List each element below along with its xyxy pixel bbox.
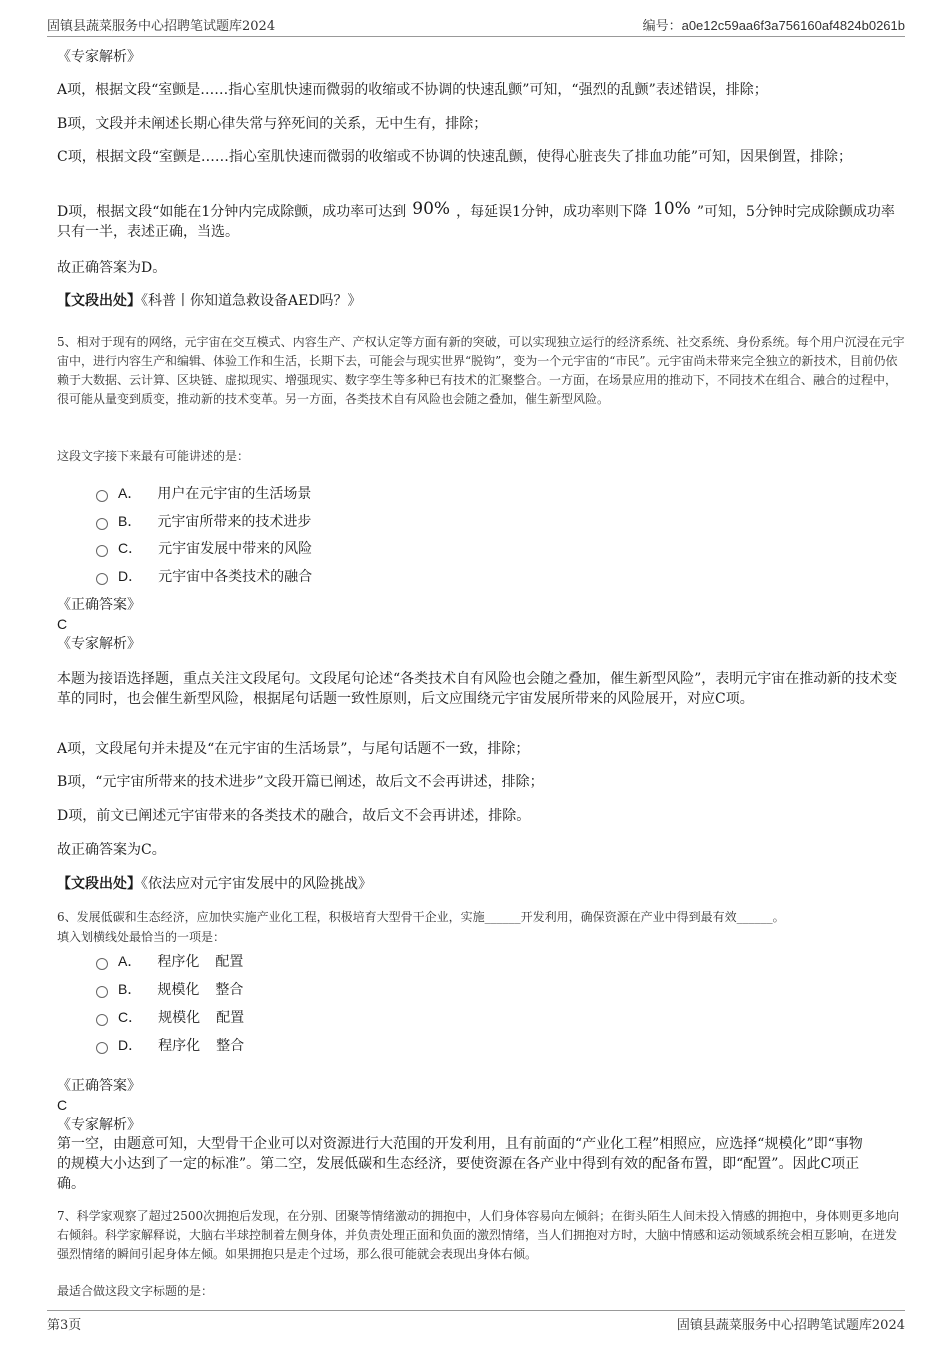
- q4-d-part3: ”可知，5分钟时完成除颤成功率只有一半，表述正确，当选。: [57, 204, 895, 240]
- q4-source: [57, 291, 905, 311]
- option-word-2: 整合: [215, 982, 244, 998]
- page-footer: [47, 1310, 905, 1335]
- page-header: [47, 12, 905, 37]
- q5-analysis-a: A项，文段尾句并未提及“在元宇宙的生活场景”，与尾句话题不一致，排除；: [57, 741, 530, 757]
- q5-option-a[interactable]: [96, 483, 311, 503]
- q4-analysis-c: C项，根据文段“室颤是……指心室肌快速而微弱的收缩或不协调的快速乱颤，使得心脏丧失了排血功能”可知，因果倒置，排除；: [57, 149, 853, 165]
- option-label: D．: [118, 568, 143, 584]
- radio-button[interactable]: [96, 1042, 108, 1054]
- option-word-1: 规模化: [157, 982, 200, 998]
- q5-analysis-b: B项，“元宇宙所带来的技术进步”文段开篇已阐述，故后文不会再讲述，排除；: [57, 774, 544, 790]
- q5-answer-heading: 《正确答案》: [57, 597, 141, 613]
- option-label: D．: [118, 1037, 143, 1053]
- option-text: 元宇宙中各类技术的融合: [158, 569, 313, 585]
- q6-analysis: 第一空，由题意可知，大型骨干企业可以对资源进行大范围的开发利用，且有前面的“产业化工程”相照应，应选择“规模化”即“事物的规模大小达到了一定的标准”。第二空，发展低碳和生态经济，要使资源在各产业中得到有效的配备布置，即“配置”。因此C项正确。: [57, 1136, 863, 1192]
- footer-title: 固镇县蔬菜服务中心招聘笔试题库2024: [676, 1317, 905, 1333]
- q4-analysis-d: [57, 199, 905, 242]
- q6-option-a[interactable]: [96, 951, 243, 971]
- radio-button[interactable]: [96, 573, 108, 585]
- q5-expert-heading: 《专家解析》: [57, 636, 141, 652]
- q5-source-title: 《依法应对元宇宙发展中的风险挑战》: [141, 876, 372, 892]
- radio-button[interactable]: [96, 490, 108, 502]
- q7-stem: 7、科学家观察了超过2500次拥抱后发现，在分别、团聚等情绪激动的拥抱中，人们身体容易向左倾斜；在街头陌生人间未投入情感的拥抱中，身体则更多地向右倾斜。科学家解释说，大脑右半球控制着左侧身体，并负责处理正面和负面的激烈情绪，当人们拥抱对方时，大脑中情感和运动领域系统会相互影响，在迸发强烈情绪的瞬间引起身体左倾。如果拥抱只是走个过场，那么很可能就会表现出身体右倾。: [57, 1209, 900, 1261]
- option-text: 用户在元宇宙的生活场景: [157, 486, 312, 502]
- option-text: 元宇宙所带来的技术进步: [157, 514, 312, 530]
- q5-option-c[interactable]: [96, 538, 312, 558]
- q6-answer: C: [57, 1097, 68, 1113]
- q5-answer: C: [57, 616, 68, 632]
- q4-conclusion: 故正确答案为D。: [57, 260, 167, 276]
- header-title: 固镇县蔬菜服务中心招聘笔试题库2024: [47, 19, 276, 34]
- q4-source-title: 《科普丨你知道急救设备AED吗？》: [141, 293, 362, 309]
- option-label: C．: [118, 540, 143, 556]
- q4-analysis-b: B项，文段并未阐述长期心律失常与猝死间的关系，无中生有，排除；: [57, 116, 488, 132]
- q6-option-b[interactable]: [96, 979, 243, 999]
- q5-source-label: 【文段出处】: [57, 876, 141, 892]
- option-word-2: 配置: [215, 954, 244, 970]
- option-word-1: 程序化: [158, 1038, 201, 1054]
- q5-question: 这段文字接下来最有可能讲述的是：: [57, 449, 250, 463]
- q6-answer-heading: 《正确答案》: [57, 1078, 141, 1094]
- option-word-2: 配置: [216, 1010, 245, 1026]
- q4-source-label: 【文段出处】: [57, 293, 141, 309]
- radio-button[interactable]: [96, 958, 108, 970]
- radio-button[interactable]: [96, 545, 108, 557]
- option-label: C．: [118, 1009, 143, 1025]
- option-label: A．: [118, 953, 142, 969]
- option-label: B．: [118, 981, 142, 997]
- radio-button[interactable]: [96, 518, 108, 530]
- q6-stem: 6、发展低碳和生态经济，应加快实施产业化工程，积极培育大型骨干企业，实施______开发利用，确保资源在产业中得到最有效______。: [57, 910, 785, 924]
- option-word-1: 程序化: [157, 954, 200, 970]
- q6-expert-heading: 《专家解析》: [57, 1117, 141, 1133]
- q4-analysis-a: A项，根据文段“室颤是……指心室肌快速而微弱的收缩或不协调的快速乱颤”可知，“强烈的乱颤”表述错误，排除；: [57, 82, 768, 98]
- q5-analysis: 本题为接语选择题，重点关注文段尾句。文段尾句论述“各类技术自有风险也会随之叠加，催生新型风险”，表明元宇宙在推动新的技术变革的同时，也会催生新型风险，根据尾句话题一致性原则，后文应围绕元宇宙发展所带来的风险展开，对应C项。: [57, 671, 898, 707]
- option-word-1: 规模化: [158, 1010, 201, 1026]
- q4-expert-heading: 《专家解析》: [57, 49, 141, 65]
- radio-button[interactable]: [96, 1014, 108, 1026]
- q7-question: 最适合做这段文字标题的是：: [57, 1284, 214, 1298]
- q6-question: 填入划横线处最恰当的一项是：: [57, 930, 226, 944]
- document-id: 编号：a0e12c59aa6f3a756160af4824b0261b: [642, 18, 905, 33]
- option-label: A．: [118, 485, 142, 501]
- q5-analysis-d: D项，前文已阐述元宇宙带来的各类技术的融合，故后文不会再讲述，排除。: [57, 808, 531, 824]
- q4-d-pct2: 10%: [653, 199, 691, 219]
- q5-option-b[interactable]: [96, 511, 311, 531]
- q4-d-part2: ，每延误1分钟，成功率则下降: [456, 204, 648, 220]
- q6-option-d[interactable]: [96, 1035, 244, 1055]
- option-text: 元宇宙发展中带来的风险: [158, 541, 313, 557]
- q5-option-d[interactable]: [96, 566, 312, 586]
- q5-conclusion: 故正确答案为C。: [57, 842, 166, 858]
- option-word-2: 整合: [216, 1038, 245, 1054]
- q5-source: [57, 874, 905, 894]
- radio-button[interactable]: [96, 986, 108, 998]
- q4-d-part1: D项，根据文段“如能在1分钟内完成除颤，成功率可达到: [57, 204, 407, 220]
- q6-option-c[interactable]: [96, 1007, 244, 1027]
- option-label: B．: [118, 513, 142, 529]
- q5-stem: 5、相对于现有的网络，元宇宙在交互模式、内容生产、产权认定等方面有新的突破，可以实现独立运行的经济系统、社交系统、身份系统。每个用户沉浸在元宇宙中，进行内容生产和编辑、体验工作和生活，长期下去，可能会与现实世界“脱钩”，变为一个元宇宙的“市民”。元宇宙尚未带来完全独立的新技术，目前仍依赖于大数据、云计算、区块链、虚拟现实、增强现实、数字孪生等多种已有技术的汇聚整合。一方面，在场景应用的推动下，不同技术在组合、融合的过程中，很可能从量变到质变，推动新的技术变革。另一方面，各类技术自有风险也会随之叠加，催生新型风险。: [57, 335, 905, 406]
- page-number: 第3页: [47, 1317, 82, 1333]
- q4-d-pct1: 90%: [412, 199, 451, 219]
